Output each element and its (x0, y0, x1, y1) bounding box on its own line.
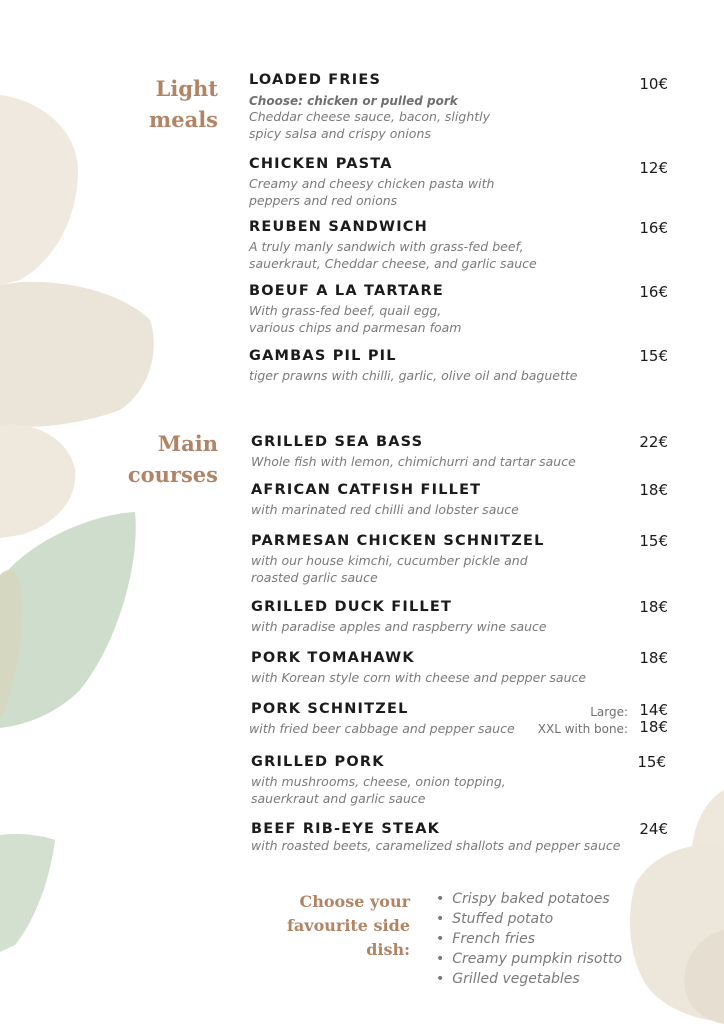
cream-petal-1 (0, 95, 78, 285)
item-name: CHICKEN PASTA (249, 156, 393, 172)
cream-petal-3 (0, 424, 75, 538)
green-leaf-2 (0, 570, 23, 720)
menu-item-gambas-pil-pil (249, 347, 669, 385)
item-price: 18€ (639, 598, 668, 616)
item-description (249, 303, 669, 336)
item-name: PORK SCHNITZEL (251, 701, 409, 717)
item-description (251, 553, 671, 586)
green-leaf-1 (0, 512, 136, 728)
item-name: PORK TOMAHAWK (251, 650, 415, 666)
item-name: REUBEN SANDWICH (249, 219, 428, 235)
description-line: sauerkraut and garlic sauce (251, 790, 426, 806)
item-name: GAMBAS PIL PIL (249, 348, 397, 364)
item-price: 18€ (639, 481, 668, 499)
green-leaf-3 (0, 834, 55, 952)
menu-item-pork-tomahawk (251, 649, 671, 687)
description-line: with marinated red chilli and lobster sauce (251, 502, 519, 517)
menu-item-african-catfish (251, 481, 671, 519)
item-price: 10€ (639, 75, 668, 93)
description-line: with mushrooms, cheese, onion topping, (251, 774, 506, 789)
item-description (249, 239, 669, 272)
description-line: with roasted beets, caramelized shallots and pepper sauce (251, 838, 621, 853)
item-description (251, 670, 671, 687)
cream-petal-2 (0, 282, 154, 427)
description-line: with fried beer cabbage and pepper sauce (249, 721, 515, 736)
item-name: AFRICAN CATFISH FILLET (251, 482, 482, 498)
item-name: GRILLED SEA BASS (251, 434, 424, 450)
item-name: LOADED FRIES (249, 72, 382, 88)
item-description (251, 774, 671, 807)
side-dish-heading-line: Choose your (299, 892, 410, 911)
item-name: BEEF RIB-EYE STEAK (251, 821, 441, 837)
item-price: 18€ (639, 649, 668, 667)
item-price-xxl: 18€ (639, 718, 668, 736)
section-title-line: courses (127, 462, 218, 487)
description-line: various chips and parmesan foam (249, 319, 462, 335)
description-line: sauerkraut, Cheddar cheese, and garlic sauce (249, 255, 537, 271)
side-dish-item: • Crispy baked potatoes (436, 889, 622, 909)
menu-item-pork-schnitzel (251, 700, 531, 738)
item-price-large: 14€ (639, 701, 668, 719)
description-line: With grass-fed beef, quail egg, (249, 303, 442, 318)
item-description (251, 619, 671, 636)
section-title-line: Main (157, 431, 218, 456)
description-line: roasted garlic sauce (251, 569, 378, 585)
description-line: Creamy and cheesy chicken pasta with (249, 176, 495, 191)
description-line: Whole fish with lemon, chimichurri and tartar sauce (251, 454, 576, 469)
section-title-line: Light (155, 76, 218, 101)
menu-item-reuben-sandwich (249, 218, 669, 272)
menu-item-boeuf-tartare (249, 282, 669, 336)
item-description (249, 368, 669, 385)
item-description (249, 109, 669, 142)
item-name: GRILLED DUCK FILLET (251, 599, 453, 615)
item-name: BOEUF A LA TARTARE (249, 283, 444, 299)
menu-item-grilled-duck-fillet (251, 598, 671, 636)
side-dish-item: • Grilled vegetables (436, 969, 622, 989)
menu-item-beef-rib-eye (251, 820, 671, 855)
side-dish-heading-line: favourite side dish: (287, 916, 410, 959)
price-label-large: Large: (590, 705, 628, 719)
item-price: 16€ (639, 283, 668, 301)
description-line: with our house kimchi, cucumber pickle and (251, 553, 528, 568)
section-title-main-courses (110, 428, 218, 490)
menu-item-parmesan-chicken-schnitzel (251, 532, 671, 586)
side-dish-heading (240, 890, 410, 962)
side-dish-list (436, 889, 622, 989)
description-line: A truly manly sandwich with grass-fed beef, (249, 239, 524, 254)
cream-petal-6 (684, 930, 724, 1024)
description-line: tiger prawns with chilli, garlic, olive oil and baguette (249, 368, 578, 383)
description-line: spicy salsa and crispy onions (249, 125, 431, 141)
menu-item-chicken-pasta (249, 155, 669, 209)
item-price: 15€ (637, 753, 666, 771)
section-title-line: meals (149, 107, 218, 132)
description-line: with Korean style corn with cheese and pepper sauce (251, 670, 587, 685)
description-line: Cheddar cheese sauce, bacon, slightly (249, 109, 491, 124)
item-price: 24€ (639, 820, 668, 838)
item-name: PARMESAN CHICKEN SCHNITZEL (251, 533, 545, 549)
side-dish-item: • Stuffed potato (436, 909, 622, 929)
item-choice-note: Choose: chicken or pulled pork (249, 94, 458, 108)
menu-item-loaded-fries (249, 71, 669, 142)
section-title-light-meals (130, 73, 218, 135)
item-price: 22€ (639, 433, 668, 451)
description-line: with paradise apples and raspberry wine sauce (251, 619, 547, 634)
cream-petal-5 (630, 845, 724, 1022)
description-line: peppers and red onions (249, 192, 398, 208)
item-description (249, 176, 669, 209)
menu-item-grilled-sea-bass (251, 433, 671, 471)
item-description (251, 838, 671, 855)
item-name: GRILLED PORK (251, 754, 385, 770)
item-price: 16€ (639, 219, 668, 237)
item-description (249, 721, 531, 738)
item-price: 12€ (639, 159, 668, 177)
item-description (251, 454, 671, 471)
item-description (251, 502, 671, 519)
menu-item-grilled-pork (251, 753, 671, 807)
side-dish-item: • French fries (436, 929, 622, 949)
item-price: 15€ (639, 347, 668, 365)
side-dish-item: • Creamy pumpkin risotto (436, 949, 622, 969)
cream-petal-4 (692, 790, 724, 860)
price-label-xxl: XXL with bone: (537, 722, 628, 736)
item-price: 15€ (639, 532, 668, 550)
